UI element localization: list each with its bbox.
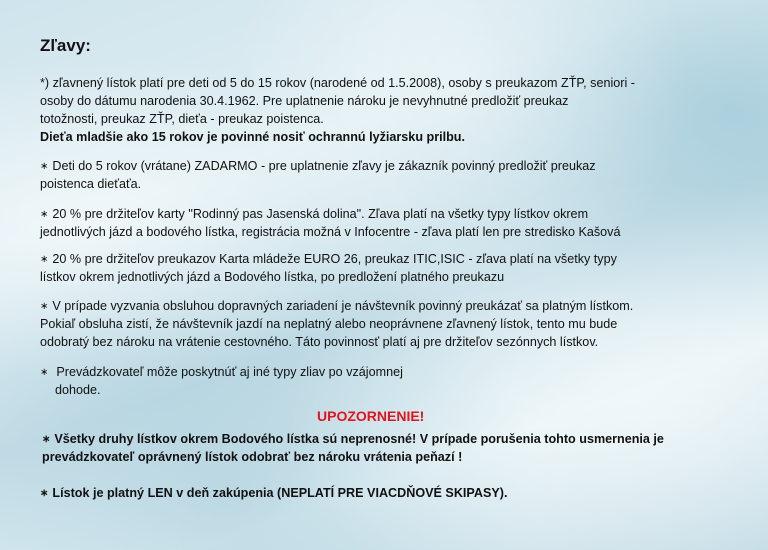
page-title: Zľavy: — [40, 36, 91, 55]
p5-line-1: ∗ V prípade vyzvania obsluhou dopravných zariadení je návštevník povinný preukázať sa platným lístkom. — [40, 299, 634, 313]
validity-note: ∗ Lístok je platný LEN v deň zakúpenia (NEPLATÍ PRE VIACDŇOVÉ SKIPASY). — [40, 486, 508, 500]
p1-line-3: totožnosti, preukaz ZŤP, dieťa - preukaz poistenca. — [40, 112, 324, 126]
p1-helmet-note: Dieťa mladšie ako 15 rokov je povinné nosiť ochrannú lyžiarsku prilbu. — [40, 130, 465, 144]
p1-line-2: osoby do dátumu narodenia 30.4.1962. Pre uplatnenie nároku je nevyhnutné predložiť preukaz — [40, 94, 569, 108]
bullet-icon: ∗ — [40, 161, 49, 172]
p5-line-2: Pokiaľ obsluha zistí, že návštevník jazdí na neplatný alebo neoprávnene zľavnený lístok, tento mu bude — [40, 317, 618, 331]
p6-line-2: dohode. — [55, 383, 101, 397]
bullet-icon: ∗ — [40, 301, 49, 312]
p6-line-1: ∗ Prevádzkovateľ môže poskytnúť aj iné typy zliav po vzájomnej — [40, 365, 403, 379]
p3-line-1: ∗ 20 % pre držiteľov karty "Rodinný pas Jasenská dolina". Zľava platí na všetky typy lístkov okrem — [40, 207, 589, 221]
bullet-icon: ∗ — [40, 254, 49, 265]
p2-line-1: ∗ Deti do 5 rokov (vrátane) ZADARMO - pre uplatnenie zľavy je zákazník povinný predložiť preukaz — [40, 159, 596, 173]
bullet-icon: ∗ — [40, 488, 49, 499]
p5-line-3: odobratý bez nároku na vrátenie cestovného. Táto povinnosť platí aj pre držiteľov sezónnych lístkov. — [40, 335, 599, 349]
p4-line-2: lístkov okrem jednotlivých jázd a Bodového lístka, po predložení platného preukazu — [40, 270, 505, 284]
p2-line-2: poistenca dieťaťa. — [40, 177, 142, 191]
bullet-icon: ∗ — [40, 209, 49, 220]
warning-line-1: ∗ Všetky druhy lístkov okrem Bodového lístka sú neprenosné! V prípade porušenia tohto usmernenia je — [42, 432, 664, 446]
p4-line-1: ∗ 20 % pre držiteľov preukazov Karta mládeže EURO 26, preukaz ITIC,ISIC - zľava platí na všetky typy — [40, 252, 617, 266]
bullet-icon: ∗ — [40, 367, 49, 378]
bullet-icon: ∗ — [42, 434, 51, 445]
p3-line-2: jednotlivých jázd a bodového lístka, registrácia možná v Infocentre - zľava platí len pre stredisko Kašová — [40, 225, 621, 239]
p1-line-1: *) zľavnený lístok platí pre deti od 5 do 15 rokov (narodené od 1.5.2008), osoby s preukazom ZŤP, seniori - — [40, 76, 635, 90]
warning-heading: UPOZORNENIE! — [317, 408, 425, 424]
warning-line-2: prevádzkovateľ oprávnený lístok odobrať bez nároku vrátenia peňazí ! — [42, 450, 463, 464]
